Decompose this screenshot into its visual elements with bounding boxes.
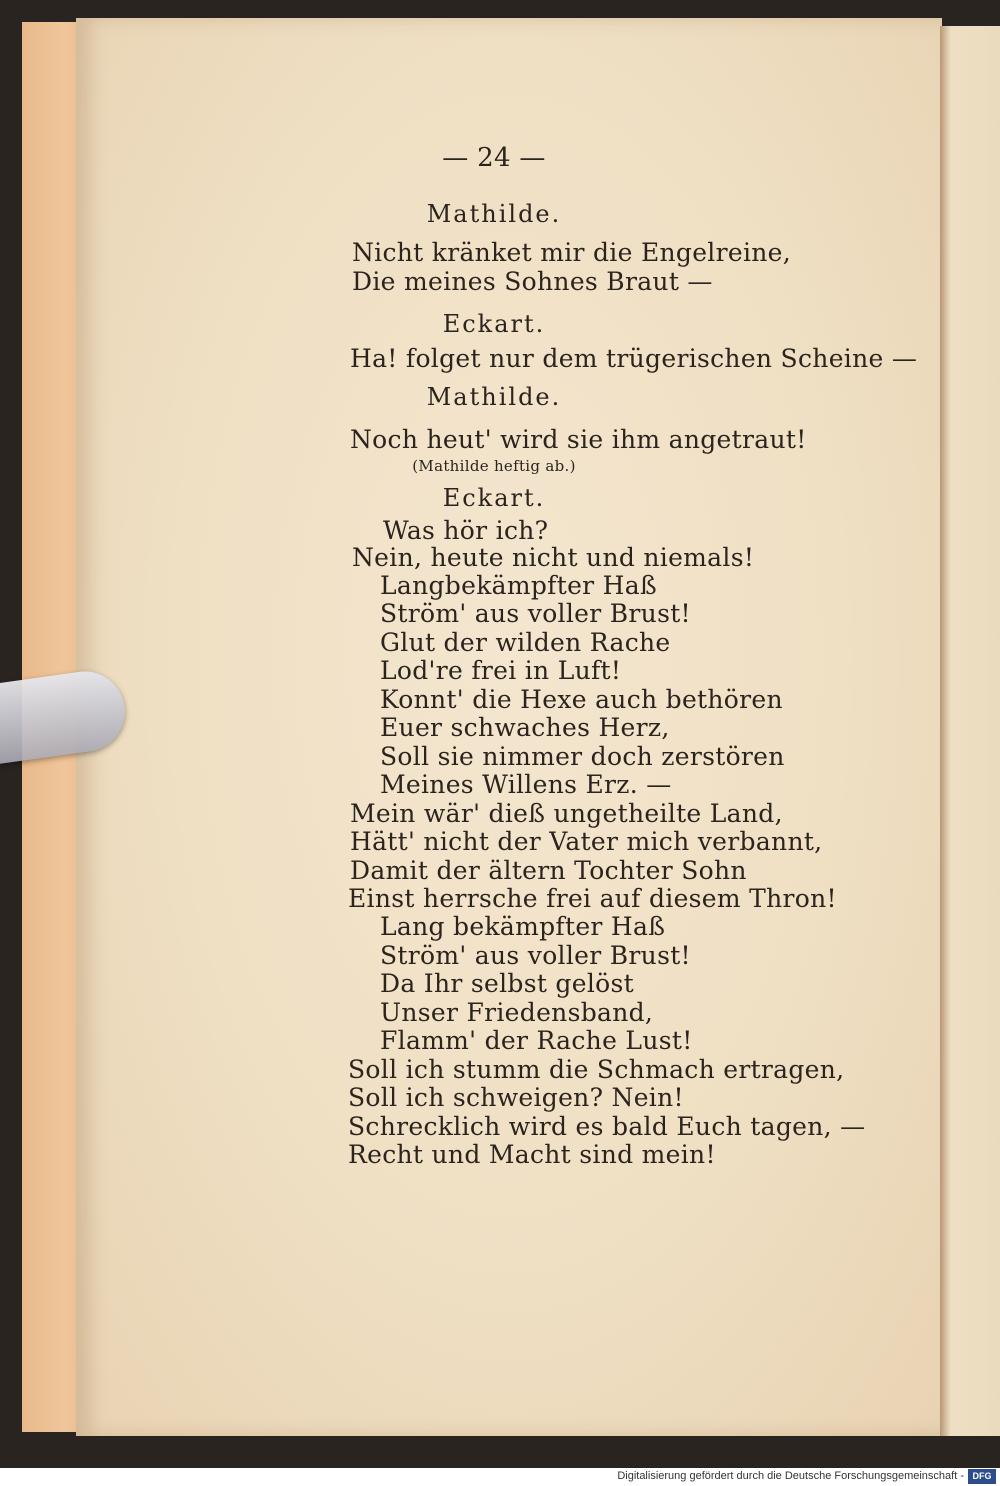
verse-line: Konnt' die Hexe auch bethören xyxy=(380,685,783,714)
verse-line: Schrecklich wird es bald Euch tagen, — xyxy=(348,1112,866,1141)
verse-line: Unser Friedensband, xyxy=(380,998,654,1027)
verse-line: Euer schwaches Herz, xyxy=(380,713,670,742)
verse-line: Da Ihr selbst gelöst xyxy=(380,969,634,998)
speaker-name: Eckart. xyxy=(442,484,546,512)
verse-line: Lang bekämpfter Haß xyxy=(380,912,666,941)
verse-line: Was hör ich? xyxy=(383,516,549,545)
verse-line: Nein, heute nicht und niemals! xyxy=(352,543,755,572)
verse-line: Glut der wilden Rache xyxy=(380,628,671,657)
speaker-name: Mathilde. xyxy=(426,200,562,228)
dfg-logo[interactable]: DFG xyxy=(968,1469,996,1484)
verse-line: Soll ich schweigen? Nein! xyxy=(348,1083,684,1112)
verse-line: Die meines Sohnes Braut — xyxy=(352,267,713,296)
verse-line: Ström' aus voller Brust! xyxy=(380,941,691,970)
speaker-name: Eckart. xyxy=(442,310,546,338)
verse-line: Noch heut' wird sie ihm angetraut! xyxy=(350,425,807,454)
verse-line: Lod're frei in Luft! xyxy=(380,656,622,685)
funding-credit: Digitalisierung gefördert durch die Deutsche Forschungsgemeinschaft - xyxy=(617,1470,964,1482)
stage-direction: (Mathilde heftig ab.) xyxy=(412,457,576,475)
verse-line: Hätt' nicht der Vater mich verbannt, xyxy=(350,827,823,856)
footer-bar xyxy=(0,1468,1000,1486)
speaker-name: Mathilde. xyxy=(426,383,562,411)
verse-line: Einst herrsche frei auf diesem Thron! xyxy=(348,884,837,913)
verse-line: Soll ich stumm die Schmach ertragen, xyxy=(348,1055,845,1084)
verse-line: Ha! folget nur dem trügerischen Scheine — xyxy=(350,344,918,373)
verse-line: Flamm' der Rache Lust! xyxy=(380,1026,693,1055)
verse-line: Recht und Macht sind mein! xyxy=(348,1140,716,1169)
verse-line: Langbekämpfter Haß xyxy=(380,571,657,600)
verse-line: Mein wär' dieß ungetheilte Land, xyxy=(350,799,783,828)
verse-line: Soll sie nimmer doch zerstören xyxy=(380,742,785,771)
verse-line: Damit der ältern Tochter Sohn xyxy=(350,856,747,885)
page-number: — 24 — xyxy=(442,143,546,173)
verse-line: Meines Willens Erz. — xyxy=(380,770,672,799)
verse-line: Ström' aus voller Brust! xyxy=(380,599,691,628)
verse-line: Nicht kränket mir die Engelreine, xyxy=(352,238,791,267)
